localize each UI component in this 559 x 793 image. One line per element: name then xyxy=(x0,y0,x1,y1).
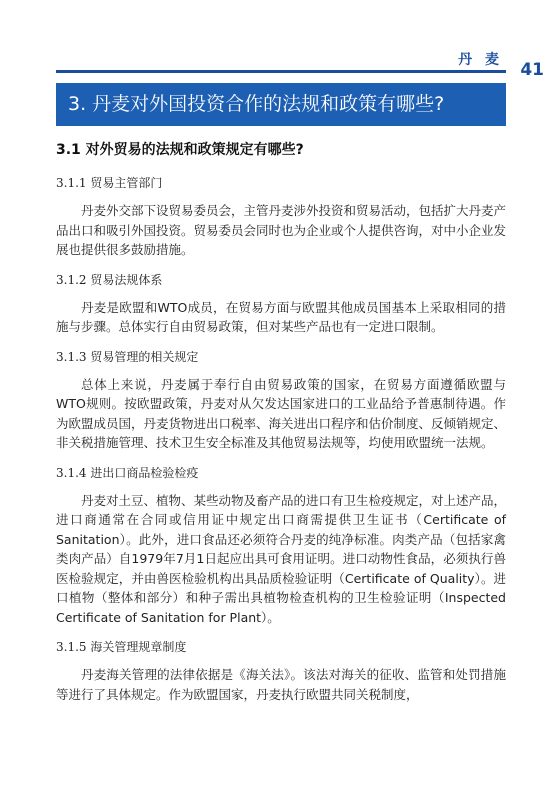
subsection-body: 总体上来说，丹麦属于奉行自由贸易政策的国家，在贸易方面遵循欧盟与WTO规则。按欧盟政策，丹麦对从欠发达国家进口的工业品给予普惠制待遇。作为欧盟成员国，丹麦货物进出口税率、海关进出口程序和估价制度、反倾销规定、非关税措施管理、技术卫生安全标准及其他贸易法规等，均使用欧盟统一法规。 xyxy=(56,376,507,450)
subsection-inspection-quarantine xyxy=(56,464,506,628)
subsection-title: 3.1.1 贸易主管部门 xyxy=(56,176,163,190)
page-content xyxy=(56,140,506,715)
subsection-title: 3.1.2 贸易法规体系 xyxy=(56,272,163,287)
section-title: 3.1 对外贸易的法规和政策规定有哪些? xyxy=(56,142,304,158)
subsection-body: 丹麦对土豆、植物、某些动物及畜产品的进口有卫生检疫规定，对上述产品，进口商通常在合同或信用证中规定出口商需提供卫生证书（Certificate of Sanitation）。此外，进口食品还必须符合丹麦的纯净标准。肉类产品（包括家禽类肉产品）自1979年7月1日起应出具可食用证明。进口动物性食品，必须执行兽医检验规定，并由兽医检验机构出具品质检验证明（Certificate of Quality）。进口植物（整体和部分）和种子需出具植物检查机构的卫生检验证明（Inspected Certificate of Sanitation for Plant）。 xyxy=(56,492,507,625)
running-head-country: 丹 麦 xyxy=(458,52,503,68)
page-number: 41 xyxy=(520,60,544,80)
subsection-body: 丹麦是欧盟和WTO成员，在贸易方面与欧盟其他成员国基本上采取相同的措施与步骤。总体实行自由贸易政策，但对某些产品也有一定进口限制。 xyxy=(56,299,506,334)
chapter-title-banner xyxy=(56,83,506,126)
running-head xyxy=(0,40,559,80)
subsection-trade-management xyxy=(56,348,506,453)
subsection-title: 3.1.4 进出口商品检验检疫 xyxy=(56,465,199,480)
subsection-body: 丹麦外交部下设贸易委员会，主管丹麦涉外投资和贸易活动，包括扩大丹麦产品出口和吸引外国投资。贸易委员会同时也为企业或个人提供咨询，对中小企业发展也提供很多鼓励措施。 xyxy=(56,203,507,257)
chapter-title: 3. 丹麦对外国投资合作的法规和政策有哪些? xyxy=(68,93,445,115)
subsection-body: 丹麦海关管理的法律依据是《海关法》。该法对海关的征收、监管和处罚措施等进行了具体规定。作为欧盟国家，丹麦执行欧盟共同关税制度， xyxy=(56,667,506,702)
subsection-title: 3.1.3 贸易管理的相关规定 xyxy=(56,349,199,364)
subsection-customs-rules xyxy=(56,638,506,704)
subsection-trade-authority xyxy=(56,174,506,260)
header-rule xyxy=(56,70,506,73)
subsection-trade-law-system xyxy=(56,271,506,337)
subsection-title: 3.1.5 海关管理规章制度 xyxy=(56,640,187,654)
